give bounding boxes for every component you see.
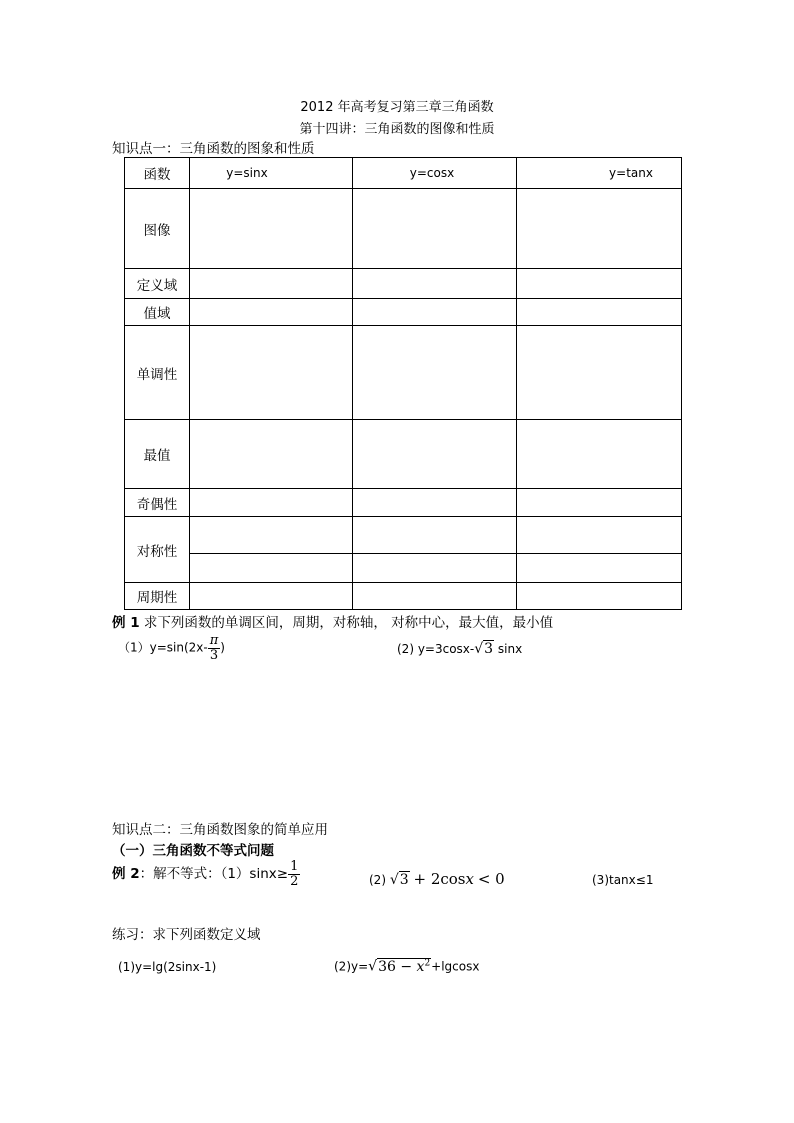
table-cell <box>353 299 517 326</box>
table-cell <box>353 269 517 299</box>
table-cell <box>353 489 517 517</box>
table-cell <box>517 326 682 420</box>
section2-subheading: （一）三角函数不等式问题 <box>112 843 274 859</box>
row-label-domain: 定义域 <box>125 269 190 299</box>
table-row <box>125 189 682 269</box>
example2-label: 例 2 <box>112 866 140 883</box>
header-cos: y=cosx <box>353 158 517 189</box>
table-row <box>125 554 682 583</box>
exercise-part2-prefix: (2)y= <box>334 959 369 974</box>
cos-expression-b: < 0 <box>477 870 505 888</box>
table-cell <box>517 420 682 489</box>
table-row <box>125 517 682 554</box>
header-sin: y=sinx <box>190 158 353 189</box>
example2-part1 <box>112 860 300 888</box>
table-cell <box>190 189 353 269</box>
half-fraction <box>288 860 300 888</box>
variable-x: x <box>465 870 474 888</box>
table-cell <box>190 420 353 489</box>
row-label-graph: 图像 <box>125 189 190 269</box>
table-row <box>125 489 682 517</box>
table-cell <box>353 189 517 269</box>
row-label-range: 值域 <box>125 299 190 326</box>
example1-label: 例 1 <box>112 615 140 631</box>
row-label-monotonic: 单调性 <box>125 326 190 420</box>
sqrt-symbol: √3 <box>389 872 409 888</box>
radicand-constant: 36 − <box>378 958 413 975</box>
exercise-heading: 练习：求下列函数定义域 <box>112 927 261 943</box>
exponent: 2 <box>424 958 431 968</box>
table-cell <box>353 517 517 554</box>
example1-line <box>112 611 553 631</box>
table-row <box>125 299 682 326</box>
lecture-subtitle: 第十四讲：三角函数的图像和性质 <box>299 122 495 137</box>
radicand <box>377 958 431 975</box>
table-row <box>125 583 682 610</box>
example2-text: ：解不等式：（1）sinx≥ <box>139 866 289 883</box>
part2-suffix: sinx <box>497 642 523 656</box>
document-title: 2012 年高考复习第三章三角函数 <box>300 100 494 115</box>
table-cell <box>190 489 353 517</box>
part2-prefix: (2) y=3cosx- <box>397 642 475 656</box>
table-cell <box>517 517 682 554</box>
header-tan: y=tanx <box>517 158 682 189</box>
exercise-part2-suffix: +lgcosx <box>431 959 480 974</box>
fraction-denominator: 2 <box>290 873 299 889</box>
table-cell <box>353 554 517 583</box>
fraction-denominator: 3 <box>208 648 221 663</box>
row-label-extremum: 最值 <box>125 420 190 489</box>
radicand: 3 <box>399 872 409 888</box>
table-row <box>125 420 682 489</box>
sqrt-symbol: √3 <box>474 641 494 657</box>
pi-over-3-fraction <box>208 634 221 662</box>
exercise-part1: (1)y=lg(2sinx-1) <box>118 960 217 974</box>
section2-heading: 知识点二：三角函数图象的简单应用 <box>112 822 328 838</box>
table-cell <box>517 554 682 583</box>
table-row <box>125 269 682 299</box>
cos-expression-a: + 2cos <box>413 870 466 888</box>
example1-text: 求下列函数的单调区间，周期，对称轴， 对称中心，最大值，最小值 <box>143 615 554 631</box>
table-cell <box>190 583 353 610</box>
sqrt-symbol: $√36 - x^2$ <box>368 958 431 975</box>
fraction-numerator: π <box>209 633 219 648</box>
header-corner: 函数 <box>125 158 190 189</box>
row-label-parity: 奇偶性 <box>125 489 190 517</box>
row-label-period: 周期性 <box>125 583 190 610</box>
exercise-part2 <box>334 958 479 975</box>
table-cell <box>517 299 682 326</box>
fraction-numerator: 1 <box>290 859 299 874</box>
example2-part2 <box>369 870 505 888</box>
table-cell <box>517 489 682 517</box>
table-row <box>125 326 682 420</box>
table-cell <box>190 554 353 583</box>
example1-part2 <box>397 641 522 657</box>
table-cell <box>517 189 682 269</box>
table-cell <box>353 326 517 420</box>
part1-suffix: ) <box>220 640 225 655</box>
part1-prefix: （1）y=sin(2x- <box>118 640 208 655</box>
table-cell <box>517 583 682 610</box>
radicand: 3 <box>484 641 494 657</box>
table-cell <box>190 326 353 420</box>
properties-table <box>124 157 682 610</box>
row-label-symmetry: 对称性 <box>125 517 190 583</box>
table-cell <box>353 583 517 610</box>
table-cell <box>190 517 353 554</box>
table-cell <box>190 269 353 299</box>
part2-label: (2) <box>369 873 386 887</box>
table-cell <box>190 299 353 326</box>
section1-heading: 知识点一：三角函数的图象和性质 <box>112 141 315 157</box>
example2-part3: (3)tanx≤1 <box>592 873 654 887</box>
table-cell <box>517 269 682 299</box>
example1-part1 <box>118 634 225 662</box>
table-cell <box>353 420 517 489</box>
variable-x: x <box>416 958 425 975</box>
table-header-row <box>125 158 682 189</box>
